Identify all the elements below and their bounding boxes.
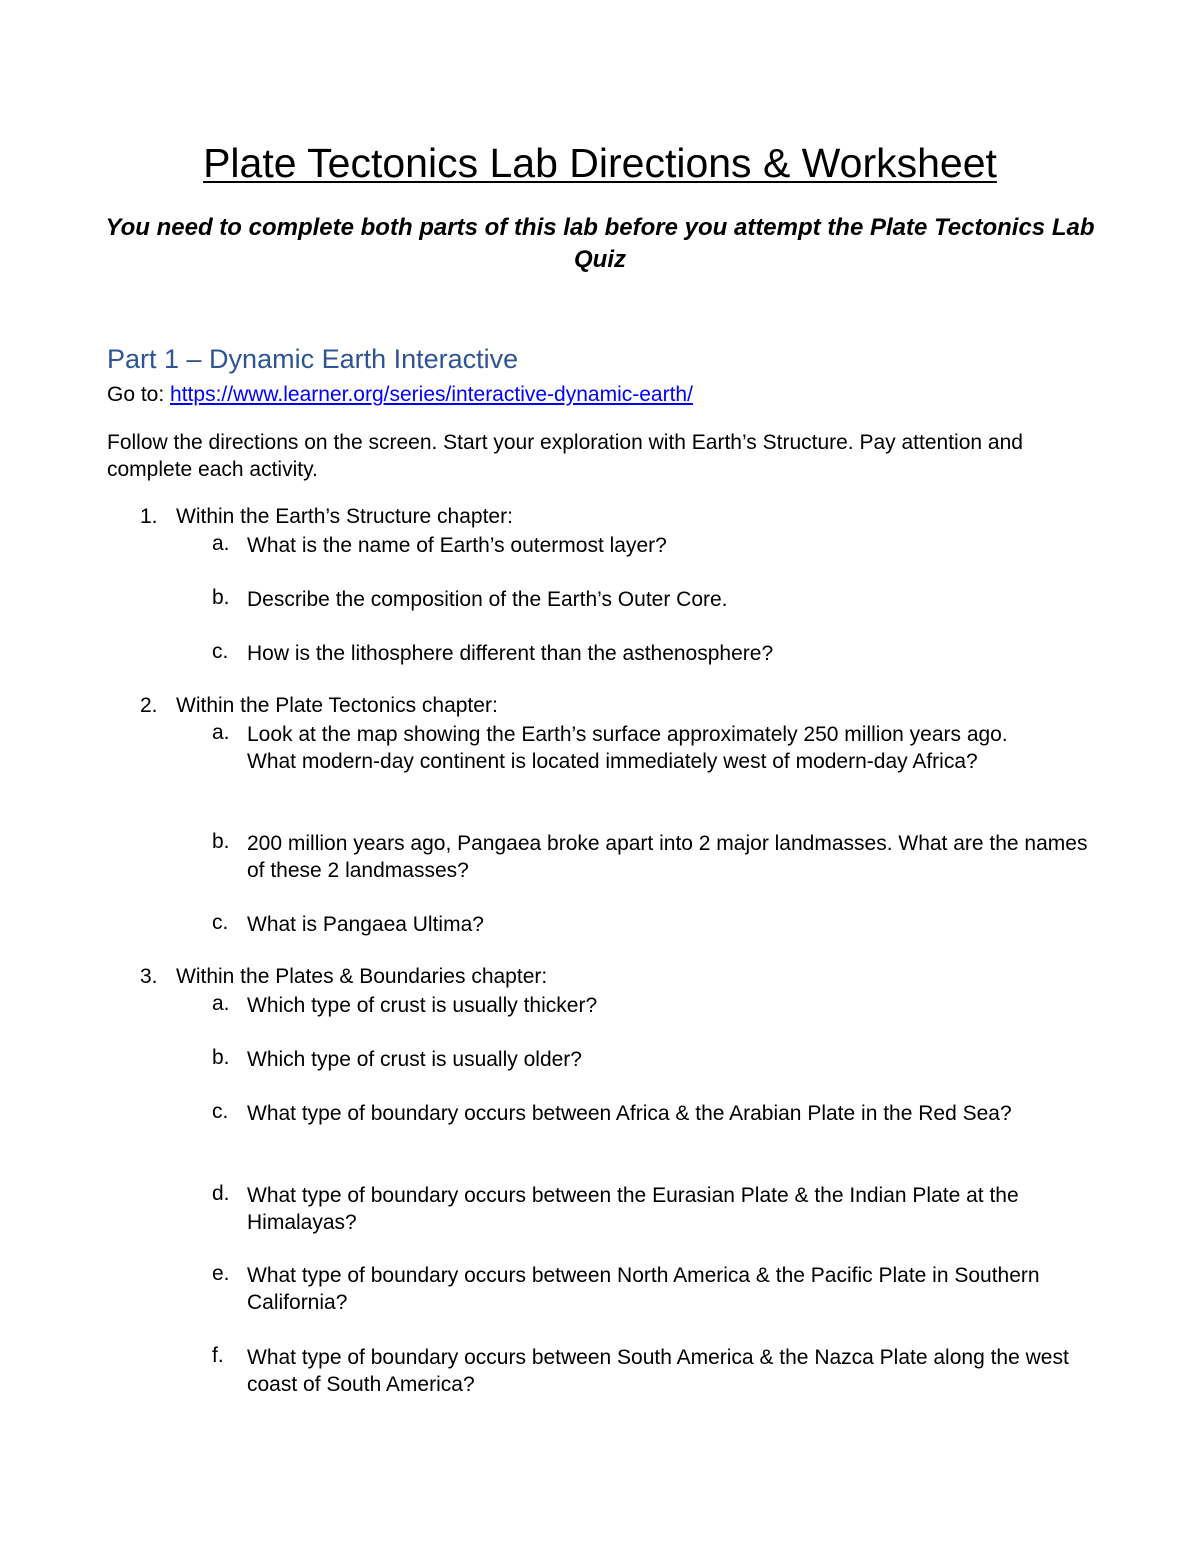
question-3-text: Within the Plates & Boundaries chapter: — [176, 965, 548, 988]
question-2b-label: b. — [212, 830, 230, 853]
question-2a-label: a. — [212, 721, 230, 744]
question-2b-text: 200 million years ago, Pangaea broke apart into 2 major landmasses. What are the names of these 2 landmasses? — [247, 832, 1088, 882]
question-3b-text: Which type of crust is usually older? — [247, 1048, 582, 1071]
question-1-number: 1. — [140, 505, 158, 528]
question-1b-text: Describe the composition of the Earth’s Outer Core. — [247, 588, 728, 611]
question-3a-label: a. — [212, 992, 230, 1015]
goto-line — [107, 383, 693, 407]
question-3d-text: What type of boundary occurs between the Eurasian Plate & the Indian Plate at the Himalayas? — [247, 1184, 1019, 1234]
question-2-text: Within the Plate Tectonics chapter: — [176, 694, 498, 717]
part-1-heading: Part 1 – Dynamic Earth Interactive — [107, 344, 519, 374]
page-subtitle: You need to complete both parts of this lab before you attempt the Plate Tectonics Lab Quiz — [105, 214, 1095, 273]
question-3f-label: f. — [212, 1344, 224, 1367]
question-1-text: Within the Earth’s Structure chapter: — [176, 505, 513, 528]
question-1c-text: How is the lithosphere different than the asthenosphere? — [247, 642, 774, 665]
question-3f-text: What type of boundary occurs between South America & the Nazca Plate along the west coast of South America? — [247, 1346, 1069, 1396]
question-2-number: 2. — [140, 694, 158, 717]
goto-label: Go to: — [107, 383, 165, 406]
dynamic-earth-link[interactable]: https://www.learner.org/series/interactive-dynamic-earth/ — [170, 383, 693, 406]
question-3c-label: c. — [212, 1100, 229, 1123]
question-2c-label: c. — [212, 911, 229, 934]
question-3a-text: Which type of crust is usually thicker? — [247, 994, 598, 1017]
page-title: Plate Tectonics Lab Directions & Worksheet — [203, 140, 997, 186]
question-1c-label: c. — [212, 640, 229, 663]
question-3d-label: d. — [212, 1182, 230, 1205]
intro-paragraph: Follow the directions on the screen. Start your exploration with Earth’s Structure. Pay attention and complete each activity. — [107, 431, 1023, 481]
question-3e-label: e. — [212, 1262, 230, 1285]
question-2a-text: Look at the map showing the Earth’s surface approximately 250 million years ago. What modern-day continent is located immediately west of modern-day Africa? — [247, 723, 1008, 773]
question-1a-text: What is the name of Earth’s outermost layer? — [247, 534, 667, 557]
question-3e-text: What type of boundary occurs between North America & the Pacific Plate in Southern California? — [247, 1264, 1040, 1314]
question-1a-label: a. — [212, 532, 230, 555]
question-3b-label: b. — [212, 1046, 230, 1069]
question-3c-text: What type of boundary occurs between Africa & the Arabian Plate in the Red Sea? — [247, 1102, 1012, 1125]
question-1b-label: b. — [212, 586, 230, 609]
question-3-number: 3. — [140, 965, 158, 988]
question-2c-text: What is Pangaea Ultima? — [247, 913, 484, 936]
